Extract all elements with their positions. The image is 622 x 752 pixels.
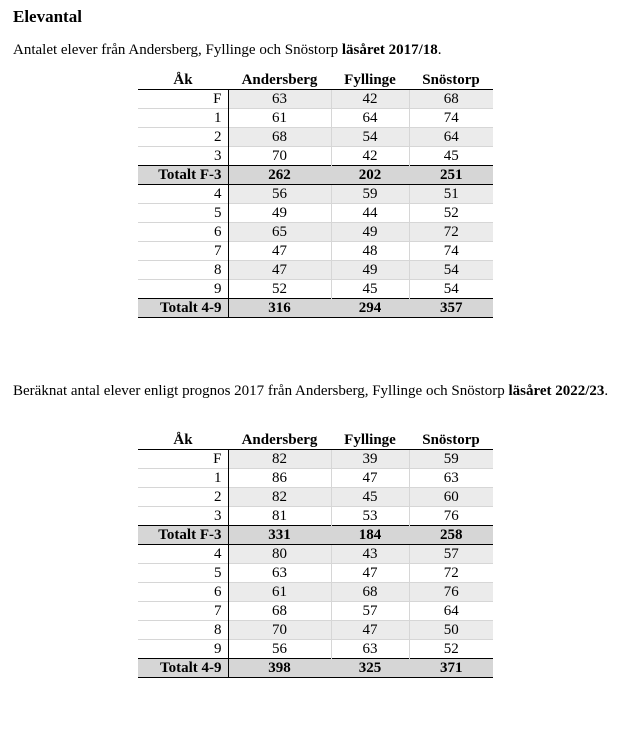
row-label: Totalt 4-9 bbox=[138, 299, 228, 318]
column-header-andersberg: Andersberg bbox=[228, 71, 331, 90]
cell-value: 51 bbox=[409, 185, 493, 204]
cell-value: 52 bbox=[409, 640, 493, 659]
row-label: 5 bbox=[138, 564, 228, 583]
cell-value: 42 bbox=[331, 90, 409, 109]
cell-value: 86 bbox=[228, 469, 331, 488]
table-row bbox=[138, 545, 493, 564]
cell-value: 43 bbox=[331, 545, 409, 564]
cell-value: 64 bbox=[331, 109, 409, 128]
intro-paragraph-2017 bbox=[13, 41, 609, 60]
cell-value: 42 bbox=[331, 147, 409, 166]
cell-value: 56 bbox=[228, 640, 331, 659]
table-row bbox=[138, 488, 493, 507]
column-header-grade: Åk bbox=[138, 431, 228, 450]
cell-value: 72 bbox=[409, 223, 493, 242]
table-body bbox=[138, 90, 493, 318]
column-header-fyllinge: Fyllinge bbox=[331, 431, 409, 450]
row-label: 9 bbox=[138, 280, 228, 299]
table-row bbox=[138, 280, 493, 299]
cell-value: 45 bbox=[331, 280, 409, 299]
row-label: 6 bbox=[138, 583, 228, 602]
table-row bbox=[138, 147, 493, 166]
cell-value: 70 bbox=[228, 147, 331, 166]
cell-value: 398 bbox=[228, 659, 331, 678]
cell-value: 56 bbox=[228, 185, 331, 204]
column-header-snostorp: Snöstorp bbox=[409, 431, 493, 450]
cell-value: 316 bbox=[228, 299, 331, 318]
cell-value: 70 bbox=[228, 621, 331, 640]
total-row bbox=[138, 299, 493, 318]
row-label: 8 bbox=[138, 621, 228, 640]
table-body bbox=[138, 450, 493, 678]
intro-paragraph-2022 bbox=[13, 382, 609, 401]
row-label: 8 bbox=[138, 261, 228, 280]
cell-value: 63 bbox=[331, 640, 409, 659]
intro-end: . bbox=[604, 383, 609, 399]
table-row bbox=[138, 242, 493, 261]
table-row bbox=[138, 128, 493, 147]
total-row bbox=[138, 166, 493, 185]
cell-value: 202 bbox=[331, 166, 409, 185]
row-label: 3 bbox=[138, 147, 228, 166]
cell-value: 47 bbox=[228, 261, 331, 280]
cell-value: 60 bbox=[409, 488, 493, 507]
table-row bbox=[138, 564, 493, 583]
table-row bbox=[138, 90, 493, 109]
table-row bbox=[138, 109, 493, 128]
row-label: Totalt 4-9 bbox=[138, 659, 228, 678]
cell-value: 64 bbox=[409, 602, 493, 621]
intro-bold-year: läsåret 2017/18 bbox=[341, 42, 438, 58]
table-row bbox=[138, 507, 493, 526]
cell-value: 74 bbox=[409, 109, 493, 128]
table-row bbox=[138, 640, 493, 659]
table-row bbox=[138, 261, 493, 280]
cell-value: 49 bbox=[331, 223, 409, 242]
cell-value: 294 bbox=[331, 299, 409, 318]
cell-value: 68 bbox=[228, 128, 331, 147]
cell-value: 50 bbox=[409, 621, 493, 640]
cell-value: 68 bbox=[331, 583, 409, 602]
cell-value: 371 bbox=[409, 659, 493, 678]
cell-value: 82 bbox=[228, 488, 331, 507]
cell-value: 54 bbox=[331, 128, 409, 147]
cell-value: 49 bbox=[228, 204, 331, 223]
cell-value: 76 bbox=[409, 583, 493, 602]
row-label: Totalt F-3 bbox=[138, 166, 228, 185]
cell-value: 47 bbox=[331, 564, 409, 583]
row-label: 2 bbox=[138, 488, 228, 507]
table-header-row bbox=[138, 431, 493, 450]
cell-value: 47 bbox=[331, 469, 409, 488]
table-row bbox=[138, 602, 493, 621]
intro-end: . bbox=[437, 42, 442, 58]
student-count-table-2022 bbox=[138, 431, 493, 678]
table-row bbox=[138, 223, 493, 242]
total-row bbox=[138, 526, 493, 545]
cell-value: 52 bbox=[409, 204, 493, 223]
cell-value: 262 bbox=[228, 166, 331, 185]
column-header-fyllinge: Fyllinge bbox=[331, 71, 409, 90]
cell-value: 258 bbox=[409, 526, 493, 545]
cell-value: 251 bbox=[409, 166, 493, 185]
row-label: 2 bbox=[138, 128, 228, 147]
cell-value: 325 bbox=[331, 659, 409, 678]
cell-value: 64 bbox=[409, 128, 493, 147]
cell-value: 57 bbox=[409, 545, 493, 564]
column-header-snostorp: Snöstorp bbox=[409, 71, 493, 90]
cell-value: 61 bbox=[228, 109, 331, 128]
cell-value: 63 bbox=[228, 564, 331, 583]
cell-value: 45 bbox=[409, 147, 493, 166]
row-label: 4 bbox=[138, 545, 228, 564]
row-label: F bbox=[138, 450, 228, 469]
table-row bbox=[138, 621, 493, 640]
cell-value: 52 bbox=[228, 280, 331, 299]
row-label: 3 bbox=[138, 507, 228, 526]
student-count-table-2017 bbox=[138, 71, 493, 318]
cell-value: 72 bbox=[409, 564, 493, 583]
cell-value: 357 bbox=[409, 299, 493, 318]
table-row bbox=[138, 204, 493, 223]
cell-value: 184 bbox=[331, 526, 409, 545]
cell-value: 59 bbox=[409, 450, 493, 469]
cell-value: 47 bbox=[331, 621, 409, 640]
table-row bbox=[138, 469, 493, 488]
table-header-row bbox=[138, 71, 493, 90]
column-header-grade: Åk bbox=[138, 71, 228, 90]
cell-value: 65 bbox=[228, 223, 331, 242]
cell-value: 61 bbox=[228, 583, 331, 602]
row-label: 9 bbox=[138, 640, 228, 659]
cell-value: 82 bbox=[228, 450, 331, 469]
row-label: 1 bbox=[138, 469, 228, 488]
cell-value: 54 bbox=[409, 280, 493, 299]
cell-value: 49 bbox=[331, 261, 409, 280]
intro-bold-year: läsåret 2022/23 bbox=[508, 383, 605, 399]
row-label: 4 bbox=[138, 185, 228, 204]
row-label: Totalt F-3 bbox=[138, 526, 228, 545]
cell-value: 81 bbox=[228, 507, 331, 526]
cell-value: 44 bbox=[331, 204, 409, 223]
row-label: 7 bbox=[138, 242, 228, 261]
cell-value: 331 bbox=[228, 526, 331, 545]
cell-value: 57 bbox=[331, 602, 409, 621]
cell-value: 45 bbox=[331, 488, 409, 507]
cell-value: 39 bbox=[331, 450, 409, 469]
row-label: 7 bbox=[138, 602, 228, 621]
table-row bbox=[138, 583, 493, 602]
table-row bbox=[138, 450, 493, 469]
cell-value: 54 bbox=[409, 261, 493, 280]
cell-value: 53 bbox=[331, 507, 409, 526]
table-row bbox=[138, 185, 493, 204]
row-label: 1 bbox=[138, 109, 228, 128]
cell-value: 76 bbox=[409, 507, 493, 526]
cell-value: 80 bbox=[228, 545, 331, 564]
row-label: 6 bbox=[138, 223, 228, 242]
cell-value: 48 bbox=[331, 242, 409, 261]
cell-value: 59 bbox=[331, 185, 409, 204]
intro-text: Beräknat antal elever enligt prognos 2017 från Andersberg, Fyllinge och Snöstorp bbox=[13, 383, 509, 399]
page-heading: Elevantal bbox=[13, 7, 82, 26]
column-header-andersberg: Andersberg bbox=[228, 431, 331, 450]
cell-value: 74 bbox=[409, 242, 493, 261]
row-label: 5 bbox=[138, 204, 228, 223]
cell-value: 68 bbox=[228, 602, 331, 621]
cell-value: 68 bbox=[409, 90, 493, 109]
intro-text: Antalet elever från Andersberg, Fyllinge och Snöstorp bbox=[13, 42, 342, 58]
cell-value: 63 bbox=[409, 469, 493, 488]
cell-value: 63 bbox=[228, 90, 331, 109]
row-label: F bbox=[138, 90, 228, 109]
cell-value: 47 bbox=[228, 242, 331, 261]
total-row bbox=[138, 659, 493, 678]
